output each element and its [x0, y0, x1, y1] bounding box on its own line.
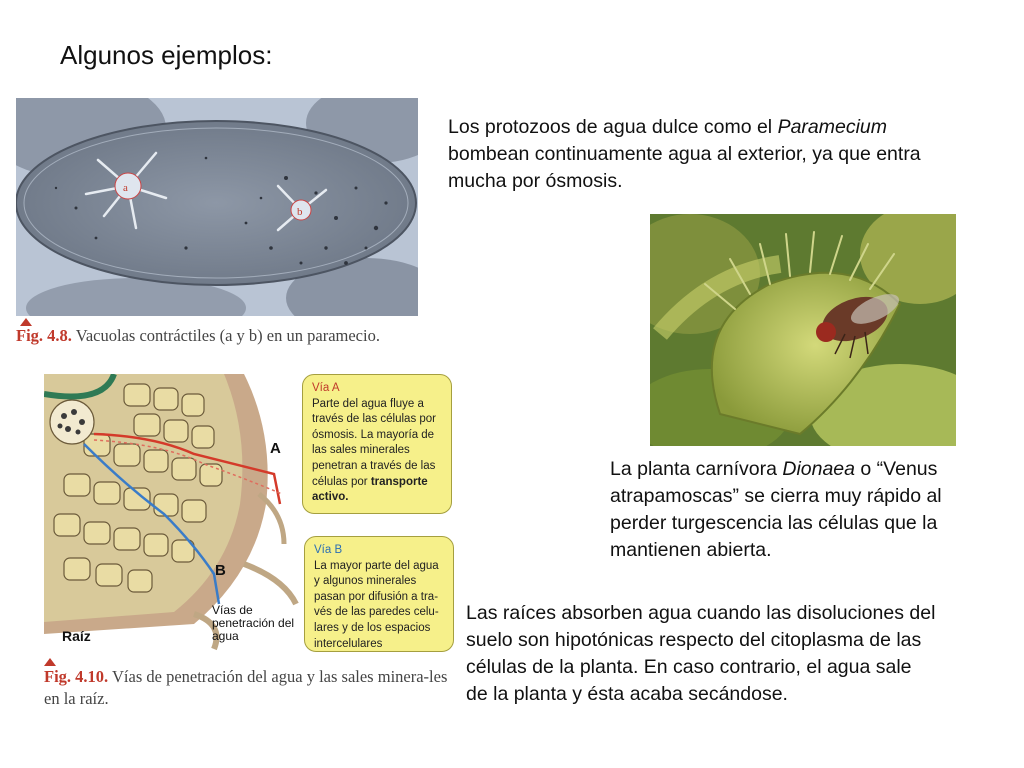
text-run: Los protozoos de agua dulce como el [448, 116, 778, 138]
via-a-heading: Vía A [312, 382, 340, 394]
text-run: bombean continuamente agua al exterior, ya que entra mucha por ósmosis. [448, 143, 921, 192]
via-a-body: Parte del agua fluye a través de las células por ósmosis. La mayoría de las sales minerales penetran a través de las células por [312, 397, 437, 488]
via-b-callout [304, 536, 454, 652]
text-run: La planta carnívora [610, 458, 783, 480]
via-a-callout [302, 374, 452, 514]
figure-4-8-caption [16, 326, 436, 346]
via-b-body: La mayor parte del agua y algunos minerales pasan por difusión a tra-vés de las paredes celu-lares y de los espacios intercelulares [314, 559, 439, 650]
vacuole-label-b: b [297, 206, 303, 218]
vacuole-label-a: a [123, 182, 128, 194]
figure-marker-icon [44, 658, 56, 666]
via-b-label: B [215, 562, 226, 579]
venus-flytrap-photo [650, 214, 956, 446]
species-name: Dionaea [782, 458, 855, 480]
text-run: o “Venus atrapamoscas” se cierra muy rápido al perder turgescencia las células que la mantienen abierta. [610, 458, 942, 561]
vias-penetracion-label: Vías de penetración del agua [212, 603, 295, 643]
figure-caption-text: Vacuolas contráctiles (a y b) en un paramecio. [75, 326, 380, 345]
figure-number: Fig. 4.10. [44, 667, 109, 686]
paramecium-paragraph [448, 114, 928, 195]
raiz-label: Raíz [62, 628, 91, 644]
paramecium-micrograph [16, 98, 418, 316]
dionaea-paragraph [610, 456, 990, 564]
roots-paragraph: Las raíces absorben agua cuando las disoluciones del suelo son hipotónicas respecto del citoplasma de las células de la planta. En caso contrario, el agua sale de la planta y ésta acaba secándose. [466, 602, 936, 705]
via-a-bold: transporte activo. [312, 475, 428, 504]
slide-title: Algunos ejemplos: [60, 40, 273, 70]
species-name: Paramecium [777, 116, 888, 138]
via-b-heading: Vía B [314, 544, 343, 556]
figure-caption-text: Vías de penetración del agua y las sales minera-les en la raíz. [44, 667, 448, 708]
figure-number: Fig. 4.8. [16, 326, 72, 345]
via-a-label: A [270, 440, 281, 457]
figure-4-10-caption [44, 666, 464, 710]
figure-marker-icon [20, 318, 32, 326]
